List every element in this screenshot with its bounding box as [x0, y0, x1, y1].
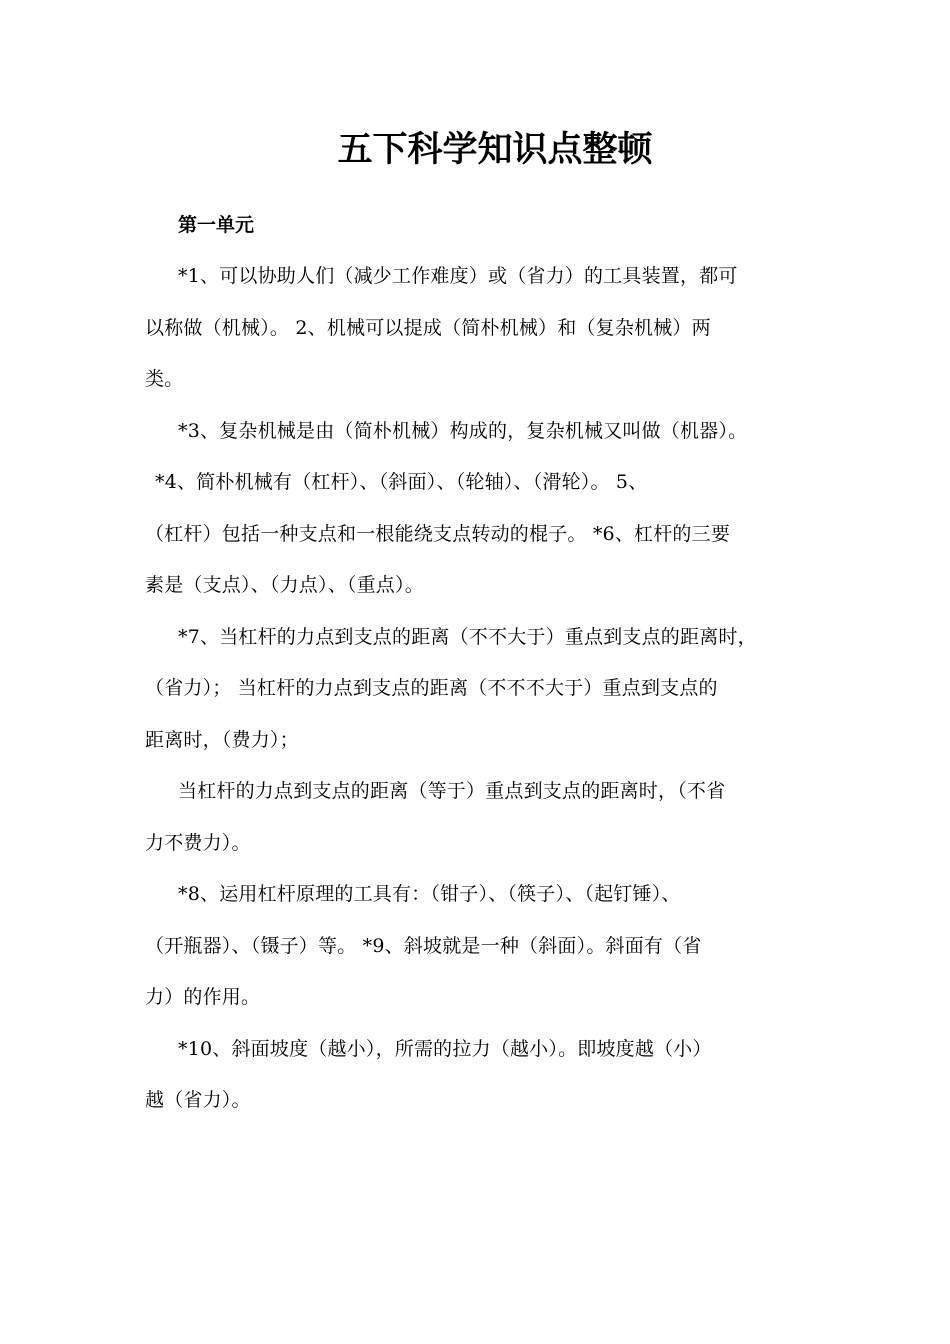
text-line: （省力）； 当杠杆的力点到支点的距离（不不不大于）重点到支点的	[145, 677, 718, 699]
text-line: 当杠杆的力点到支点的距离（等于）重点到支点的距离时，（不省	[178, 780, 726, 802]
text-line: （开瓶器）、（镊子）等。 *9、斜坡就是一种（斜面）。斜面有（省	[145, 934, 702, 957]
document-title: 五下科学知识点整顿	[337, 130, 653, 170]
text-line: （杠杆）包括一种支点和一根能绕支点转动的棍子。 *6、杠杆的三要	[145, 522, 731, 545]
text-line: 以称做（机械）。 2、机械可以提成（简朴机械）和（复杂机械）两	[145, 316, 711, 339]
text-line: *3、复杂机械是由（简朴机械）构成的，复杂机械又叫做（机器）。	[178, 419, 748, 442]
text-line: *4、简朴机械有（杠杆）、（斜面）、（轮轴）、（滑轮）。 5、	[155, 471, 648, 493]
document-body	[145, 256, 825, 1132]
text-line: *7、当杠杆的力点到支点的距离（不不大于）重点到支点的距离时，	[178, 625, 757, 648]
unit-heading: 第一单元	[178, 214, 255, 236]
text-line: 越（省力）。	[145, 1089, 251, 1111]
text-line: *8、运用杠杆原理的工具有：（钳子）、（筷子）、（起钉锤）、	[178, 883, 681, 905]
text-line: 类。	[145, 368, 184, 390]
text-line: 距离时，（费力）；	[145, 728, 299, 751]
text-line: 素是（支点）、（力点）、（重点）。	[145, 574, 424, 596]
text-line: 力不费力）。	[145, 831, 251, 854]
text-line: *1、可以协助人们（减少工作难度）或（省力）的工具装置，都可	[178, 265, 738, 287]
text-line: *10、斜面坡度（越小），所需的拉力（越小）。即坡度越（小）	[178, 1037, 712, 1060]
text-line: 力）的作用。	[145, 986, 261, 1008]
